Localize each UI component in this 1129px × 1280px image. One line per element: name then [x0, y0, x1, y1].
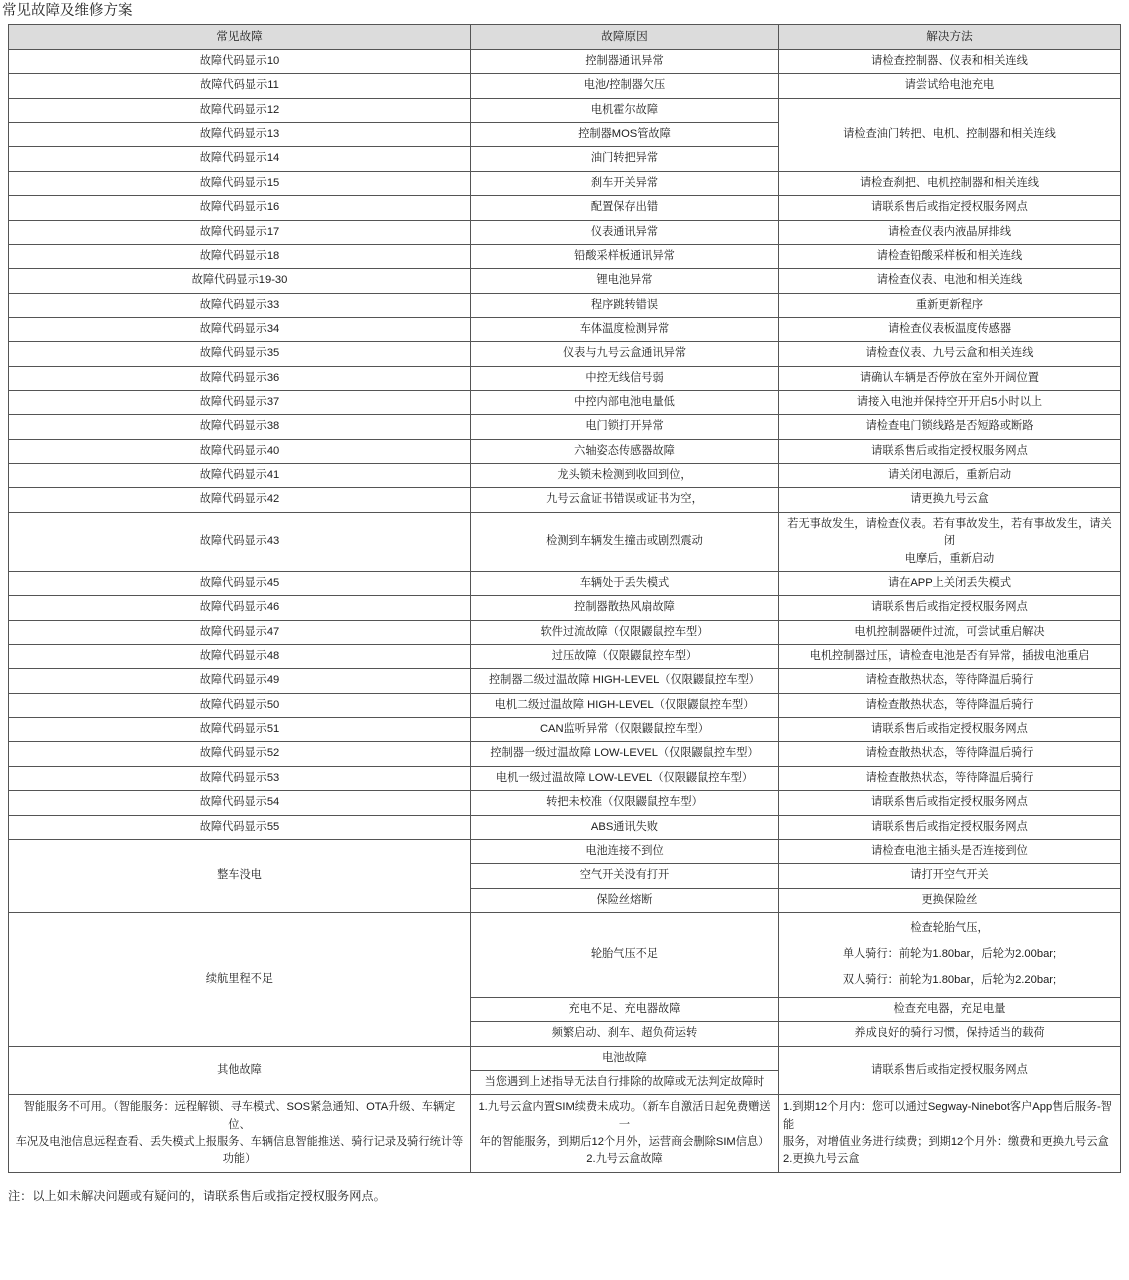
- cell-cause: CAN监听异常（仅限鼹鼠控车型）: [471, 718, 779, 742]
- cell-cause: 转把未校准（仅限鼹鼠控车型）: [471, 791, 779, 815]
- cell-fault: 故障代码显示13: [9, 123, 471, 147]
- cell-cause: 频繁启动、刹车、超负荷运转: [471, 1022, 779, 1046]
- cell-fix: 请联系售后或指定授权服务网点: [779, 196, 1121, 220]
- cell-fix: 电机控制器过压，请检查电池是否有异常，插拔电池重启: [779, 644, 1121, 668]
- cell-fault: 故障代码显示55: [9, 815, 471, 839]
- cell-fault: 故障代码显示17: [9, 220, 471, 244]
- cell-fix: 请检查控制器、仪表和相关连线: [779, 50, 1121, 74]
- note-line: 2.更换九号云盒: [783, 1153, 860, 1166]
- cell-cause: 仪表通讯异常: [471, 220, 779, 244]
- cell-cause: 中控内部电池电量低: [471, 391, 779, 415]
- cell-fault: 故障代码显示34: [9, 317, 471, 341]
- fix-line: 若无事故发生，请检查仪表。若有事故发生，若有事故发生，请关闭: [787, 517, 1112, 548]
- cell-fix: 请检查散热状态，等待降温后骑行: [779, 742, 1121, 766]
- table-row: [9, 693, 1121, 717]
- cell-cause: 铅酸采样板通讯异常: [471, 244, 779, 268]
- cell-fix: 检查充电器，充足电量: [779, 997, 1121, 1021]
- cell-fix: 请检查散热状态，等待降温后骑行: [779, 766, 1121, 790]
- cell-fix: 请确认车辆是否停放在室外开阔位置: [779, 366, 1121, 390]
- table-row: [9, 766, 1121, 790]
- table-row: [9, 244, 1121, 268]
- cell-fix: 电机控制器硬件过流，可尝试重启解决: [779, 620, 1121, 644]
- cell-fault: 故障代码显示11: [9, 74, 471, 98]
- note-line: 1.到期12个月内：您可以通过Segway-Ninebot客户App售后服务-智能: [783, 1101, 1112, 1131]
- table-row: [9, 644, 1121, 668]
- table-header-row: [9, 25, 1121, 50]
- cell-fix: 请检查散热状态，等待降温后骑行: [779, 669, 1121, 693]
- cell-fault: 故障代码显示19-30: [9, 269, 471, 293]
- cell-fault: 故障代码显示10: [9, 50, 471, 74]
- page-title: 常见故障及维修方案: [2, 3, 133, 19]
- cell-fix: 养成良好的骑行习惯，保持适当的载荷: [779, 1022, 1121, 1046]
- table-row: [9, 669, 1121, 693]
- cell-fault: 故障代码显示42: [9, 488, 471, 512]
- cell-cause: 配置保存出错: [471, 196, 779, 220]
- cell-fix: [779, 512, 1121, 571]
- table-row-smart-service: [9, 1095, 1121, 1173]
- cell-cause: 控制器MOS管故障: [471, 123, 779, 147]
- cell-fault-group: 整车没电: [9, 839, 471, 912]
- cell-fault: 故障代码显示51: [9, 718, 471, 742]
- cell-fix: 请检查仪表、电池和相关连线: [779, 269, 1121, 293]
- table-row-group-no-power: [9, 839, 1121, 863]
- cell-cause: 过压故障（仅限鼹鼠控车型）: [471, 644, 779, 668]
- table-row: [9, 220, 1121, 244]
- note-line: 功能）: [222, 1153, 257, 1166]
- table-row-group-other: [9, 1046, 1121, 1070]
- cell-fault: 故障代码显示47: [9, 620, 471, 644]
- cell-fault: 故障代码显示33: [9, 293, 471, 317]
- cell-fault: 故障代码显示41: [9, 464, 471, 488]
- table-row: [9, 196, 1121, 220]
- note-line: 服务，对增值业务进行续费；到期12个月外：缴费和更换九号云盒: [783, 1135, 1109, 1148]
- cell-fault: 故障代码显示52: [9, 742, 471, 766]
- cell-fix: 请更换九号云盒: [779, 488, 1121, 512]
- cell-cause: 电机二级过温故障 HIGH-LEVEL（仅限鼹鼠控车型）: [471, 693, 779, 717]
- note-line: 1.九号云盒内置SIM续费未成功。（新车自激活日起免费赠送一: [478, 1101, 771, 1131]
- table-row: [9, 742, 1121, 766]
- table-row: [9, 439, 1121, 463]
- cell-fix-merged: 请联系售后或指定授权服务网点: [779, 1046, 1121, 1095]
- table-row: [9, 293, 1121, 317]
- cell-cause: 油门转把异常: [471, 147, 779, 171]
- cell-cause-smart-service: [471, 1095, 779, 1173]
- note-line: 年的智能服务，到期后12个月外，运营商会删除SIM信息）: [479, 1135, 770, 1148]
- cell-fault-group: 其他故障: [9, 1046, 471, 1095]
- cell-fault: 故障代码显示49: [9, 669, 471, 693]
- table-row: [9, 269, 1121, 293]
- table-body: [9, 50, 1121, 1173]
- cell-cause: 电池连接不到位: [471, 839, 779, 863]
- cell-fault: 故障代码显示40: [9, 439, 471, 463]
- cell-fix: 请检查仪表、九号云盒和相关连线: [779, 342, 1121, 366]
- note-line: 智能服务不可用。（智能服务：远程解锁、寻车模式、SOS紧急通知、OTA升级、车辆定位、: [23, 1101, 456, 1131]
- cell-cause: 六轴姿态传感器故障: [471, 439, 779, 463]
- cell-cause: 控制器通讯异常: [471, 50, 779, 74]
- cell-fix: 请检查电池主插头是否连接到位: [779, 839, 1121, 863]
- table-row: [9, 620, 1121, 644]
- cell-fault: 故障代码显示53: [9, 766, 471, 790]
- cell-fix-merged: 请检查油门转把、电机、控制器和相关连线: [779, 98, 1121, 171]
- cell-fault: 故障代码显示43: [9, 512, 471, 571]
- fix-line: 单人骑行：前轮为1.80bar，后轮为2.00bar;: [842, 948, 1057, 961]
- cell-cause: 空气开关没有打开: [471, 864, 779, 888]
- cell-fault: 故障代码显示16: [9, 196, 471, 220]
- table-row: [9, 791, 1121, 815]
- cell-fault: 故障代码显示14: [9, 147, 471, 171]
- cell-cause: 程序跳转错误: [471, 293, 779, 317]
- cell-fault: 故障代码显示15: [9, 171, 471, 195]
- table-row: [9, 317, 1121, 341]
- cell-cause: 九号云盒证书错误或证书为空，: [471, 488, 779, 512]
- cell-fix: 请联系售后或指定授权服务网点: [779, 718, 1121, 742]
- footer-note: 注：以上如未解决问题或有疑问的，请联系售后或指定授权服务网点。: [8, 1189, 386, 1204]
- cell-fault-smart-service: [9, 1095, 471, 1173]
- table-row: [9, 415, 1121, 439]
- cell-fix: 请接入电池并保持空开开启5小时以上: [779, 391, 1121, 415]
- column-header-cause: 故障原因: [471, 25, 779, 50]
- cell-fault: 故障代码显示37: [9, 391, 471, 415]
- table-row: [9, 464, 1121, 488]
- cell-fix: 重新更新程序: [779, 293, 1121, 317]
- cell-fix: 请打开空气开关: [779, 864, 1121, 888]
- cell-cause: 控制器散热风扇故障: [471, 596, 779, 620]
- table-row: [9, 366, 1121, 390]
- cell-fix: 请联系售后或指定授权服务网点: [779, 596, 1121, 620]
- cell-cause: ABS通讯失败: [471, 815, 779, 839]
- cell-cause: 电池故障: [471, 1046, 779, 1070]
- cell-fault: 故障代码显示35: [9, 342, 471, 366]
- cell-cause: 中控无线信号弱: [471, 366, 779, 390]
- cell-fault: 故障代码显示12: [9, 98, 471, 122]
- cell-cause: 当您遇到上述指导无法自行排除的故障或无法判定故障时: [471, 1071, 779, 1095]
- cell-cause: 车辆处于丢失模式: [471, 571, 779, 595]
- cell-cause: 锂电池异常: [471, 269, 779, 293]
- cell-fix: 更换保险丝: [779, 888, 1121, 912]
- cell-fix: 请检查刹把、电机控制器和相关连线: [779, 171, 1121, 195]
- table-row: [9, 342, 1121, 366]
- table-row: [9, 512, 1121, 571]
- cell-fix: 请联系售后或指定授权服务网点: [779, 439, 1121, 463]
- cell-fault: 故障代码显示36: [9, 366, 471, 390]
- cell-cause: 龙头锁未检测到收回到位，: [471, 464, 779, 488]
- cell-cause: 控制器一级过温故障 LOW-LEVEL（仅限鼹鼠控车型）: [471, 742, 779, 766]
- table-row: [9, 571, 1121, 595]
- cell-fault: 故障代码显示48: [9, 644, 471, 668]
- cell-cause: 电机一级过温故障 LOW-LEVEL（仅限鼹鼠控车型）: [471, 766, 779, 790]
- note-line: 2.九号云盒故障: [586, 1153, 663, 1166]
- cell-fault: 故障代码显示46: [9, 596, 471, 620]
- cell-fix-smart-service: [779, 1095, 1121, 1173]
- cell-cause: 控制器二级过温故障 HIGH-LEVEL（仅限鼹鼠控车型）: [471, 669, 779, 693]
- table-row: [9, 50, 1121, 74]
- cell-fix: 请关闭电源后，重新启动: [779, 464, 1121, 488]
- table-row: [9, 488, 1121, 512]
- fix-line: 检查轮胎气压，: [910, 922, 989, 935]
- cell-cause: 电门锁打开异常: [471, 415, 779, 439]
- cell-fix: 请检查铅酸采样板和相关连线: [779, 244, 1121, 268]
- cell-cause: 轮胎气压不足: [471, 912, 779, 997]
- cell-fix: 请检查散热状态，等待降温后骑行: [779, 693, 1121, 717]
- cell-cause: 电机霍尔故障: [471, 98, 779, 122]
- table-row: [9, 718, 1121, 742]
- cell-cause: 车体温度检测异常: [471, 317, 779, 341]
- table-row-group-range: [9, 912, 1121, 997]
- cell-fault-group: 续航里程不足: [9, 912, 471, 1046]
- cell-fault: 故障代码显示54: [9, 791, 471, 815]
- cell-fault: 故障代码显示50: [9, 693, 471, 717]
- cell-fix: 请联系售后或指定授权服务网点: [779, 815, 1121, 839]
- table-row: [9, 98, 1121, 122]
- cell-fault: 故障代码显示45: [9, 571, 471, 595]
- cell-cause: 软件过流故障（仅限鼹鼠控车型）: [471, 620, 779, 644]
- cell-cause: 检测到车辆发生撞击或剧烈震动: [471, 512, 779, 571]
- column-header-fix: 解决方法: [779, 25, 1121, 50]
- cell-cause: 刹车开关异常: [471, 171, 779, 195]
- fix-line: 电摩后，重新启动: [904, 552, 995, 565]
- cell-fix: [779, 912, 1121, 997]
- cell-fix: 请尝试给电池充电: [779, 74, 1121, 98]
- cell-cause: 电池/控制器欠压: [471, 74, 779, 98]
- fix-line: 双人骑行：前轮为1.80bar，后轮为2.20bar;: [842, 973, 1057, 986]
- cell-fix: 请检查电门锁线路是否短路或断路: [779, 415, 1121, 439]
- cell-fix: 请检查仪表内液晶屏排线: [779, 220, 1121, 244]
- cell-fix: 请检查仪表板温度传感器: [779, 317, 1121, 341]
- cell-cause: 充电不足、充电器故障: [471, 997, 779, 1021]
- table-row: [9, 171, 1121, 195]
- cell-cause: 保险丝熔断: [471, 888, 779, 912]
- cell-cause: 仪表与九号云盒通讯异常: [471, 342, 779, 366]
- column-header-fault: 常见故障: [9, 25, 471, 50]
- cell-fix: 请在APP上关闭丢失模式: [779, 571, 1121, 595]
- note-line: 车况及电池信息远程查看、丢失模式上报服务、车辆信息智能推送、骑行记录及骑行统计等: [15, 1135, 464, 1148]
- table-row: [9, 391, 1121, 415]
- table-row: [9, 596, 1121, 620]
- table-row: [9, 74, 1121, 98]
- fault-table: [8, 24, 1121, 1173]
- table-row: [9, 815, 1121, 839]
- cell-fault: 故障代码显示38: [9, 415, 471, 439]
- cell-fix: 请联系售后或指定授权服务网点: [779, 791, 1121, 815]
- cell-fault: 故障代码显示18: [9, 244, 471, 268]
